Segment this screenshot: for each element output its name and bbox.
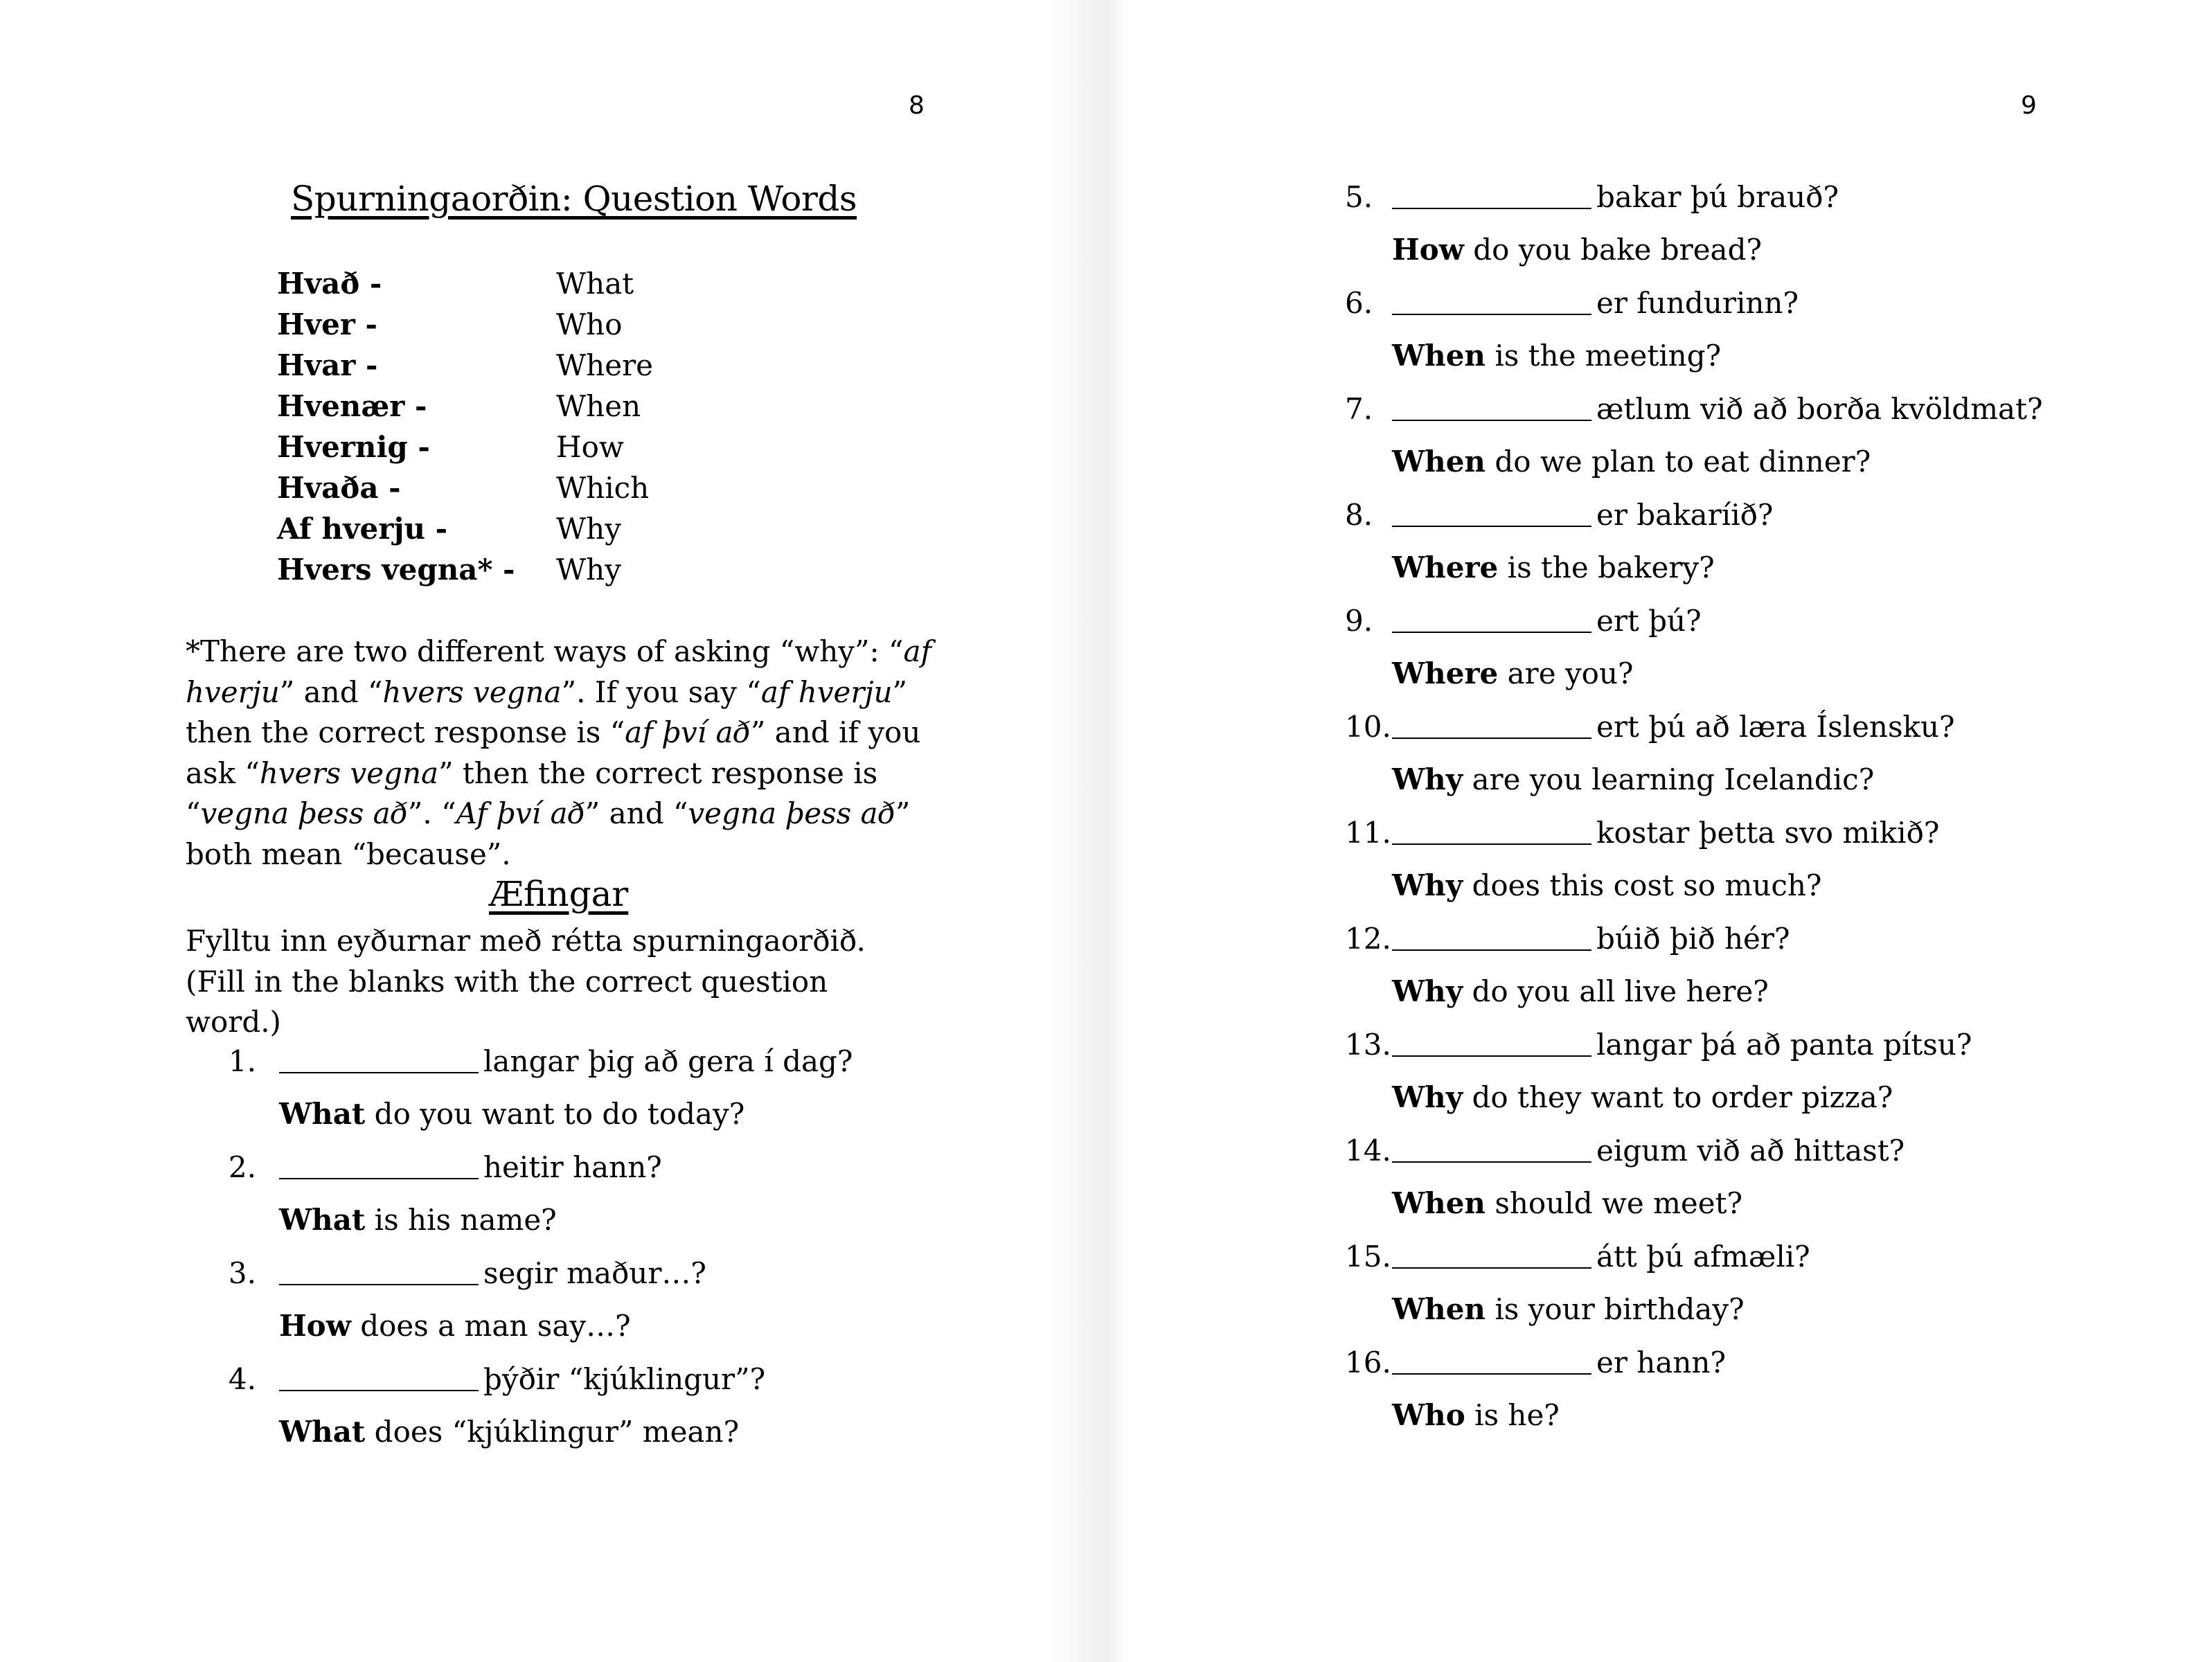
exercise-question: búið þið hér?: [1596, 922, 1790, 956]
exercise-number: 6.: [1345, 286, 1373, 320]
exercise-question: er bakaríið?: [1596, 498, 1774, 532]
translation-keyword: Why: [1392, 974, 1463, 1008]
exercise-translation: [1392, 551, 1715, 584]
exercise-question: er fundurinn?: [1596, 286, 1799, 320]
translation-keyword: Where: [1392, 551, 1499, 584]
translation-rest: should we meet?: [1485, 1186, 1743, 1220]
exercise-question: ætlum við að borða kvöldmat?: [1596, 392, 2043, 426]
vocab-meaning: Which: [556, 471, 650, 505]
answer-blank[interactable]: [1392, 1055, 1591, 1057]
section-title: Æfingar: [489, 874, 629, 914]
note-italic: vegna þess að: [688, 796, 895, 830]
exercise-number: 8.: [1345, 498, 1373, 532]
exercise-translation: [1392, 339, 1721, 373]
answer-blank[interactable]: [1392, 1267, 1591, 1269]
exercise-number: 2.: [228, 1150, 256, 1184]
vocab-meaning: When: [556, 389, 641, 423]
exercise-number: 1.: [228, 1044, 256, 1078]
note-text: *There are two different ways of asking “why”: “: [186, 634, 904, 668]
note-italic: vegna þess að: [200, 796, 408, 830]
note-text: ” and if you ask “: [186, 715, 921, 790]
answer-blank[interactable]: [1392, 738, 1591, 739]
exercise-question: átt þú afmæli?: [1596, 1240, 1810, 1274]
note-italic: af hverju: [760, 674, 893, 709]
translation-keyword: Why: [1392, 762, 1463, 796]
exercise-number: 15.: [1345, 1240, 1391, 1274]
exercise-number: 11.: [1345, 816, 1391, 850]
translation-keyword: What: [279, 1097, 366, 1131]
answer-blank[interactable]: [1392, 314, 1591, 315]
translation-keyword: Where: [1392, 656, 1499, 690]
note-text: ” both mean “because”.: [186, 796, 911, 871]
exercise-translation: [1392, 1292, 1745, 1326]
translation-rest: do you all live here?: [1463, 974, 1769, 1008]
answer-blank[interactable]: [279, 1284, 479, 1285]
translation-rest: do you bake bread?: [1463, 233, 1762, 267]
note-text: ” then the correct response is “: [186, 674, 908, 749]
why-note: [186, 632, 944, 875]
page-title: Spurningaorðin: Question Words: [291, 179, 857, 219]
translation-keyword: Who: [1392, 1398, 1465, 1432]
exercise-number: 14.: [1345, 1134, 1391, 1168]
exercise-question: þýðir “kjúklingur”?: [483, 1362, 766, 1396]
translation-rest: does “kjúklingur” mean?: [365, 1415, 740, 1449]
vocab-term: Hvar -: [277, 348, 378, 382]
exercise-number: 9.: [1345, 604, 1373, 638]
vocab-term: Hvenær -: [277, 389, 427, 423]
exercise-translation: [279, 1309, 631, 1343]
translation-rest: is the bakery?: [1498, 551, 1715, 584]
answer-blank[interactable]: [1392, 420, 1591, 421]
exercise-question: er hann?: [1596, 1346, 1726, 1379]
exercise-number: 10.: [1345, 710, 1391, 744]
answer-blank[interactable]: [1392, 1161, 1591, 1163]
answer-blank[interactable]: [1392, 949, 1591, 951]
right-page: [1108, 0, 2212, 1662]
exercise-translation: [279, 1097, 744, 1131]
answer-blank[interactable]: [1392, 208, 1591, 209]
vocab-term: Hver -: [277, 307, 377, 341]
exercise-question: langar þig að gera í dag?: [483, 1044, 853, 1078]
vocab-meaning: Why: [556, 512, 621, 546]
exercise-translation: [279, 1415, 739, 1449]
exercise-question: ert þú?: [1596, 604, 1702, 638]
exercise-number: 3.: [228, 1256, 256, 1290]
exercise-translation: [1392, 1080, 1893, 1114]
note-text: ” and “: [585, 796, 688, 830]
note-italic: Af því að: [456, 796, 585, 830]
exercise-translation: [1392, 445, 1871, 479]
exercise-number: 5.: [1345, 180, 1373, 214]
note-text: ”. If you say “: [561, 674, 761, 709]
translation-keyword: When: [1392, 1186, 1486, 1220]
exercise-translation: [1392, 656, 1634, 690]
translation-rest: do you want to do today?: [365, 1097, 745, 1131]
page-number: 9: [2021, 91, 2037, 120]
translation-keyword: What: [279, 1415, 366, 1449]
note-text: ” and “: [279, 674, 383, 709]
translation-keyword: What: [279, 1203, 366, 1237]
translation-rest: are you?: [1498, 656, 1634, 690]
vocab-meaning: Why: [556, 553, 621, 587]
answer-blank[interactable]: [1392, 1373, 1591, 1375]
answer-blank[interactable]: [1392, 843, 1591, 845]
vocab-meaning: Where: [556, 348, 654, 382]
answer-blank[interactable]: [279, 1072, 479, 1073]
exercise-translation: [1392, 974, 1769, 1008]
vocab-term: Hvers vegna* -: [277, 553, 515, 587]
exercise-translation: [279, 1203, 557, 1237]
instructions: Fylltu inn eyðurnar með rétta spurningaorðið. (Fill in the blanks with the correct question word.): [186, 924, 866, 1039]
exercise-translation: [1392, 762, 1874, 796]
exercise-number: 4.: [228, 1362, 256, 1396]
exercise-number: 12.: [1345, 922, 1391, 956]
translation-rest: do they want to order pizza?: [1463, 1080, 1893, 1114]
translation-keyword: Why: [1392, 1080, 1463, 1114]
note-italic: hvers vegna: [382, 674, 562, 709]
exercise-number: 13.: [1345, 1028, 1391, 1062]
note-italic: af því að: [625, 715, 751, 749]
translation-keyword: How: [1392, 233, 1464, 267]
vocab-meaning: Who: [556, 307, 623, 341]
translation-rest: are you learning Icelandic?: [1463, 762, 1875, 796]
gutter-shadow: [1049, 0, 1108, 1662]
translation-rest: is he?: [1465, 1398, 1560, 1432]
exercise-question: segir maður…?: [483, 1256, 706, 1290]
answer-blank[interactable]: [279, 1390, 479, 1391]
exercise-question: kostar þetta svo mikið?: [1596, 816, 1940, 850]
translation-keyword: How: [279, 1309, 351, 1343]
note-italic: af hverju: [186, 634, 932, 709]
note-text: ” then the correct response is “: [186, 756, 878, 830]
vocab-term: Af hverju -: [277, 512, 448, 546]
exercise-translation: [1392, 868, 1821, 902]
answer-blank[interactable]: [1392, 526, 1591, 527]
exercise-translation: [1392, 233, 1762, 267]
vocab-meaning: How: [556, 430, 624, 464]
translation-rest: is the meeting?: [1485, 339, 1722, 373]
note-text: ”. “: [407, 796, 456, 830]
translation-rest: do we plan to eat dinner?: [1485, 445, 1871, 479]
answer-blank[interactable]: [279, 1178, 479, 1179]
vocab-meaning: What: [556, 267, 634, 301]
exercise-question: langar þá að panta pítsu?: [1596, 1028, 1972, 1062]
translation-keyword: When: [1392, 339, 1486, 373]
exercise-translation: [1392, 1398, 1560, 1432]
gutter-shadow: [1108, 0, 1125, 1662]
exercise-number: 7.: [1345, 392, 1373, 426]
answer-blank[interactable]: [1392, 632, 1591, 633]
translation-keyword: When: [1392, 445, 1486, 479]
vocab-term: Hvað -: [277, 267, 382, 301]
exercise-question: eigum við að hittast?: [1596, 1134, 1905, 1168]
exercise-translation: [1392, 1186, 1742, 1220]
translation-rest: does this cost so much?: [1463, 868, 1822, 902]
translation-keyword: Why: [1392, 868, 1463, 902]
exercise-question: bakar þú brauð?: [1596, 180, 1839, 214]
exercise-number: 16.: [1345, 1346, 1391, 1379]
exercise-question: ert þú að læra Íslensku?: [1596, 710, 1955, 744]
translation-keyword: When: [1392, 1292, 1486, 1326]
translation-rest: is your birthday?: [1485, 1292, 1745, 1326]
vocab-term: Hvernig -: [277, 430, 430, 464]
vocab-term: Hvaða -: [277, 471, 401, 505]
note-italic: hvers vegna: [259, 756, 439, 790]
page-number: 8: [909, 91, 925, 120]
translation-rest: is his name?: [365, 1203, 557, 1237]
translation-rest: does a man say…?: [350, 1309, 631, 1343]
exercise-question: heitir hann?: [483, 1150, 662, 1184]
